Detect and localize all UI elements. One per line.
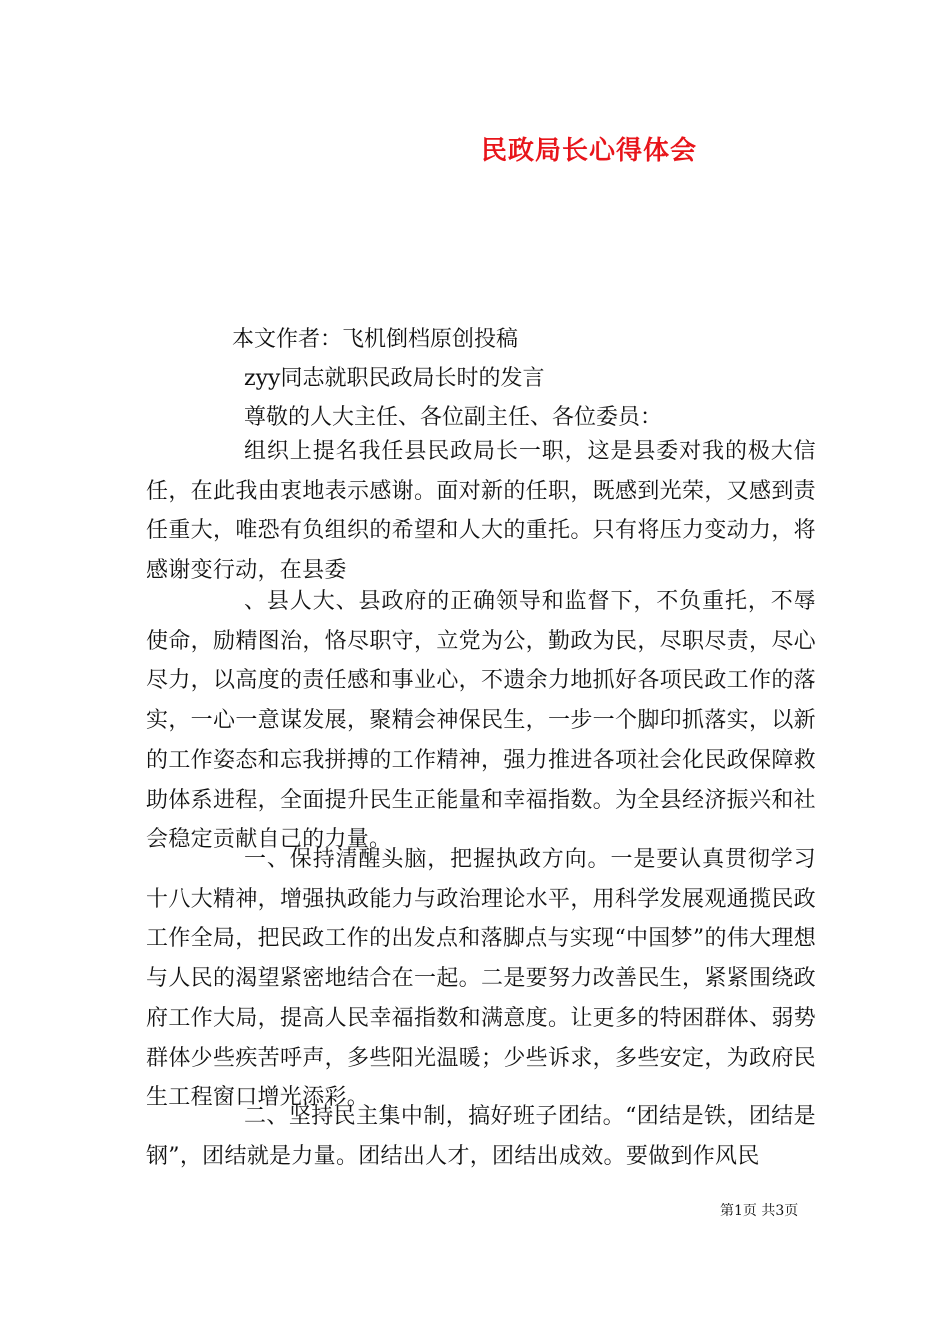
body-paragraph-3: 一、保持清醒头脑，把握执政方向。一是要认真贯彻学习十八大精神，增强执政能力与政治理论水平，用科学发展观通揽民政工作全局，把民政工作的出发点和落脚点与实现“中国梦”的伟大理想与人民的渴望紧密地结合在一起。二是要努力改善民生，紧紧围绕政府工作大局，提高人民幸福指数和满意度。让更多的特困群体、弱势群体少些疾苦呼声，多些阳光温暖；少些诉求，多些安定，为政府民生工程窗口增光添彩。 [146, 847, 816, 1111]
document-title: 民政局长心得体会 [480, 136, 697, 166]
body-paragraph-4: 二、坚持民主集中制，搞好班子团结。“团结是铁，团结是钢”，团结就是力量。团结出人才，团结出成效。要做到作风民 [146, 1104, 816, 1169]
body-paragraph-2: 、县人大、县政府的正确领导和监督下，不负重托，不辱使命，励精图治，恪尽职守，立党为公，勤政为民，尽职尽责，尽心尽力，以高度的责任感和事业心，不遗余力地抓好各项民政工作的落实，一心一意谋发展，聚精会神保民生，一步一个脚印抓落实，以新的工作姿态和忘我拼搏的工作精神，强力推进各项社会化民政保障救助体系进程，全面提升民生正能量和幸福指数。为全县经济振兴和社会稳定贡献自己的力量。 [146, 589, 816, 853]
author-line: 本文作者：飞机倒档原创投稿 [232, 327, 519, 352]
subtitle-line: zyy同志就职民政局长时的发言 [244, 366, 545, 391]
body-paragraph-1: 组织上提名我任县民政局长一职，这是县委对我的极大信任，在此我由衷地表示感谢。面对新的任职，既感到光荣，又感到责任重大，唯恐有负组织的希望和人大的重托。只有将压力变动力，将感谢变行动，在县委 [146, 439, 816, 584]
salutation-line: 尊敬的人大主任、各位副主任、各位委员： [244, 405, 663, 430]
page-footer: 第1页 共3页 [720, 1203, 799, 1219]
